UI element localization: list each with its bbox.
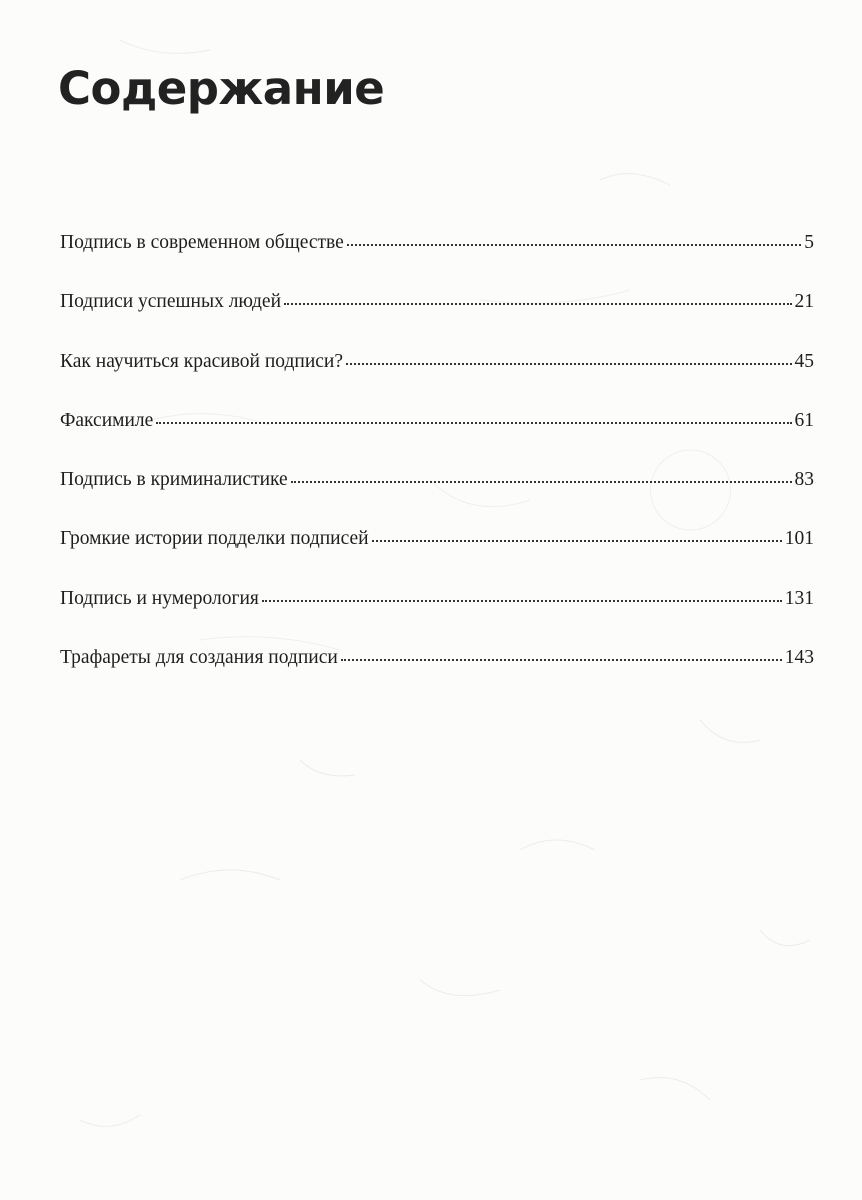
toc-entry-page: 21 <box>794 291 814 313</box>
toc-entry <box>60 528 814 587</box>
toc-dot-leader <box>291 481 792 483</box>
toc-dot-leader <box>284 303 791 305</box>
page-title: Содержание <box>58 62 385 115</box>
toc-dot-leader <box>262 600 782 602</box>
toc-entry <box>60 232 814 291</box>
toc-dot-leader <box>372 540 782 542</box>
toc-entry <box>60 291 814 350</box>
toc-entry-title: Подписи успешных людей <box>60 291 282 313</box>
toc-entry-page: 83 <box>794 469 814 491</box>
toc-entry-title: Подпись и нумерология <box>60 587 259 609</box>
toc-entry-title: Как научиться красивой подписи? <box>60 350 344 372</box>
table-of-contents <box>60 232 814 706</box>
toc-entry-title: Трафареты для создания подписи <box>60 647 338 669</box>
toc-dot-leader <box>341 659 782 661</box>
toc-dot-leader <box>156 422 791 424</box>
toc-entry-title: Подпись в криминалистике <box>60 469 288 491</box>
toc-entry-page: 5 <box>804 232 814 253</box>
toc-entry-page: 131 <box>784 587 814 609</box>
toc-entry <box>60 410 814 469</box>
toc-entry <box>60 588 814 647</box>
toc-entry-page: 61 <box>794 409 814 431</box>
toc-entry-title: Громкие истории подделки подписей <box>60 528 369 550</box>
toc-dot-leader <box>346 363 791 365</box>
toc-entry <box>60 469 814 528</box>
toc-entry-page: 101 <box>784 528 814 550</box>
toc-dot-leader <box>347 244 801 246</box>
toc-entry-page: 143 <box>784 647 814 669</box>
toc-entry-title: Подпись в современном обществе <box>60 232 344 253</box>
toc-entry-title: Факсимиле <box>60 409 154 431</box>
toc-entry <box>60 351 814 410</box>
toc-entry <box>60 647 814 706</box>
toc-entry-page: 45 <box>794 350 814 372</box>
